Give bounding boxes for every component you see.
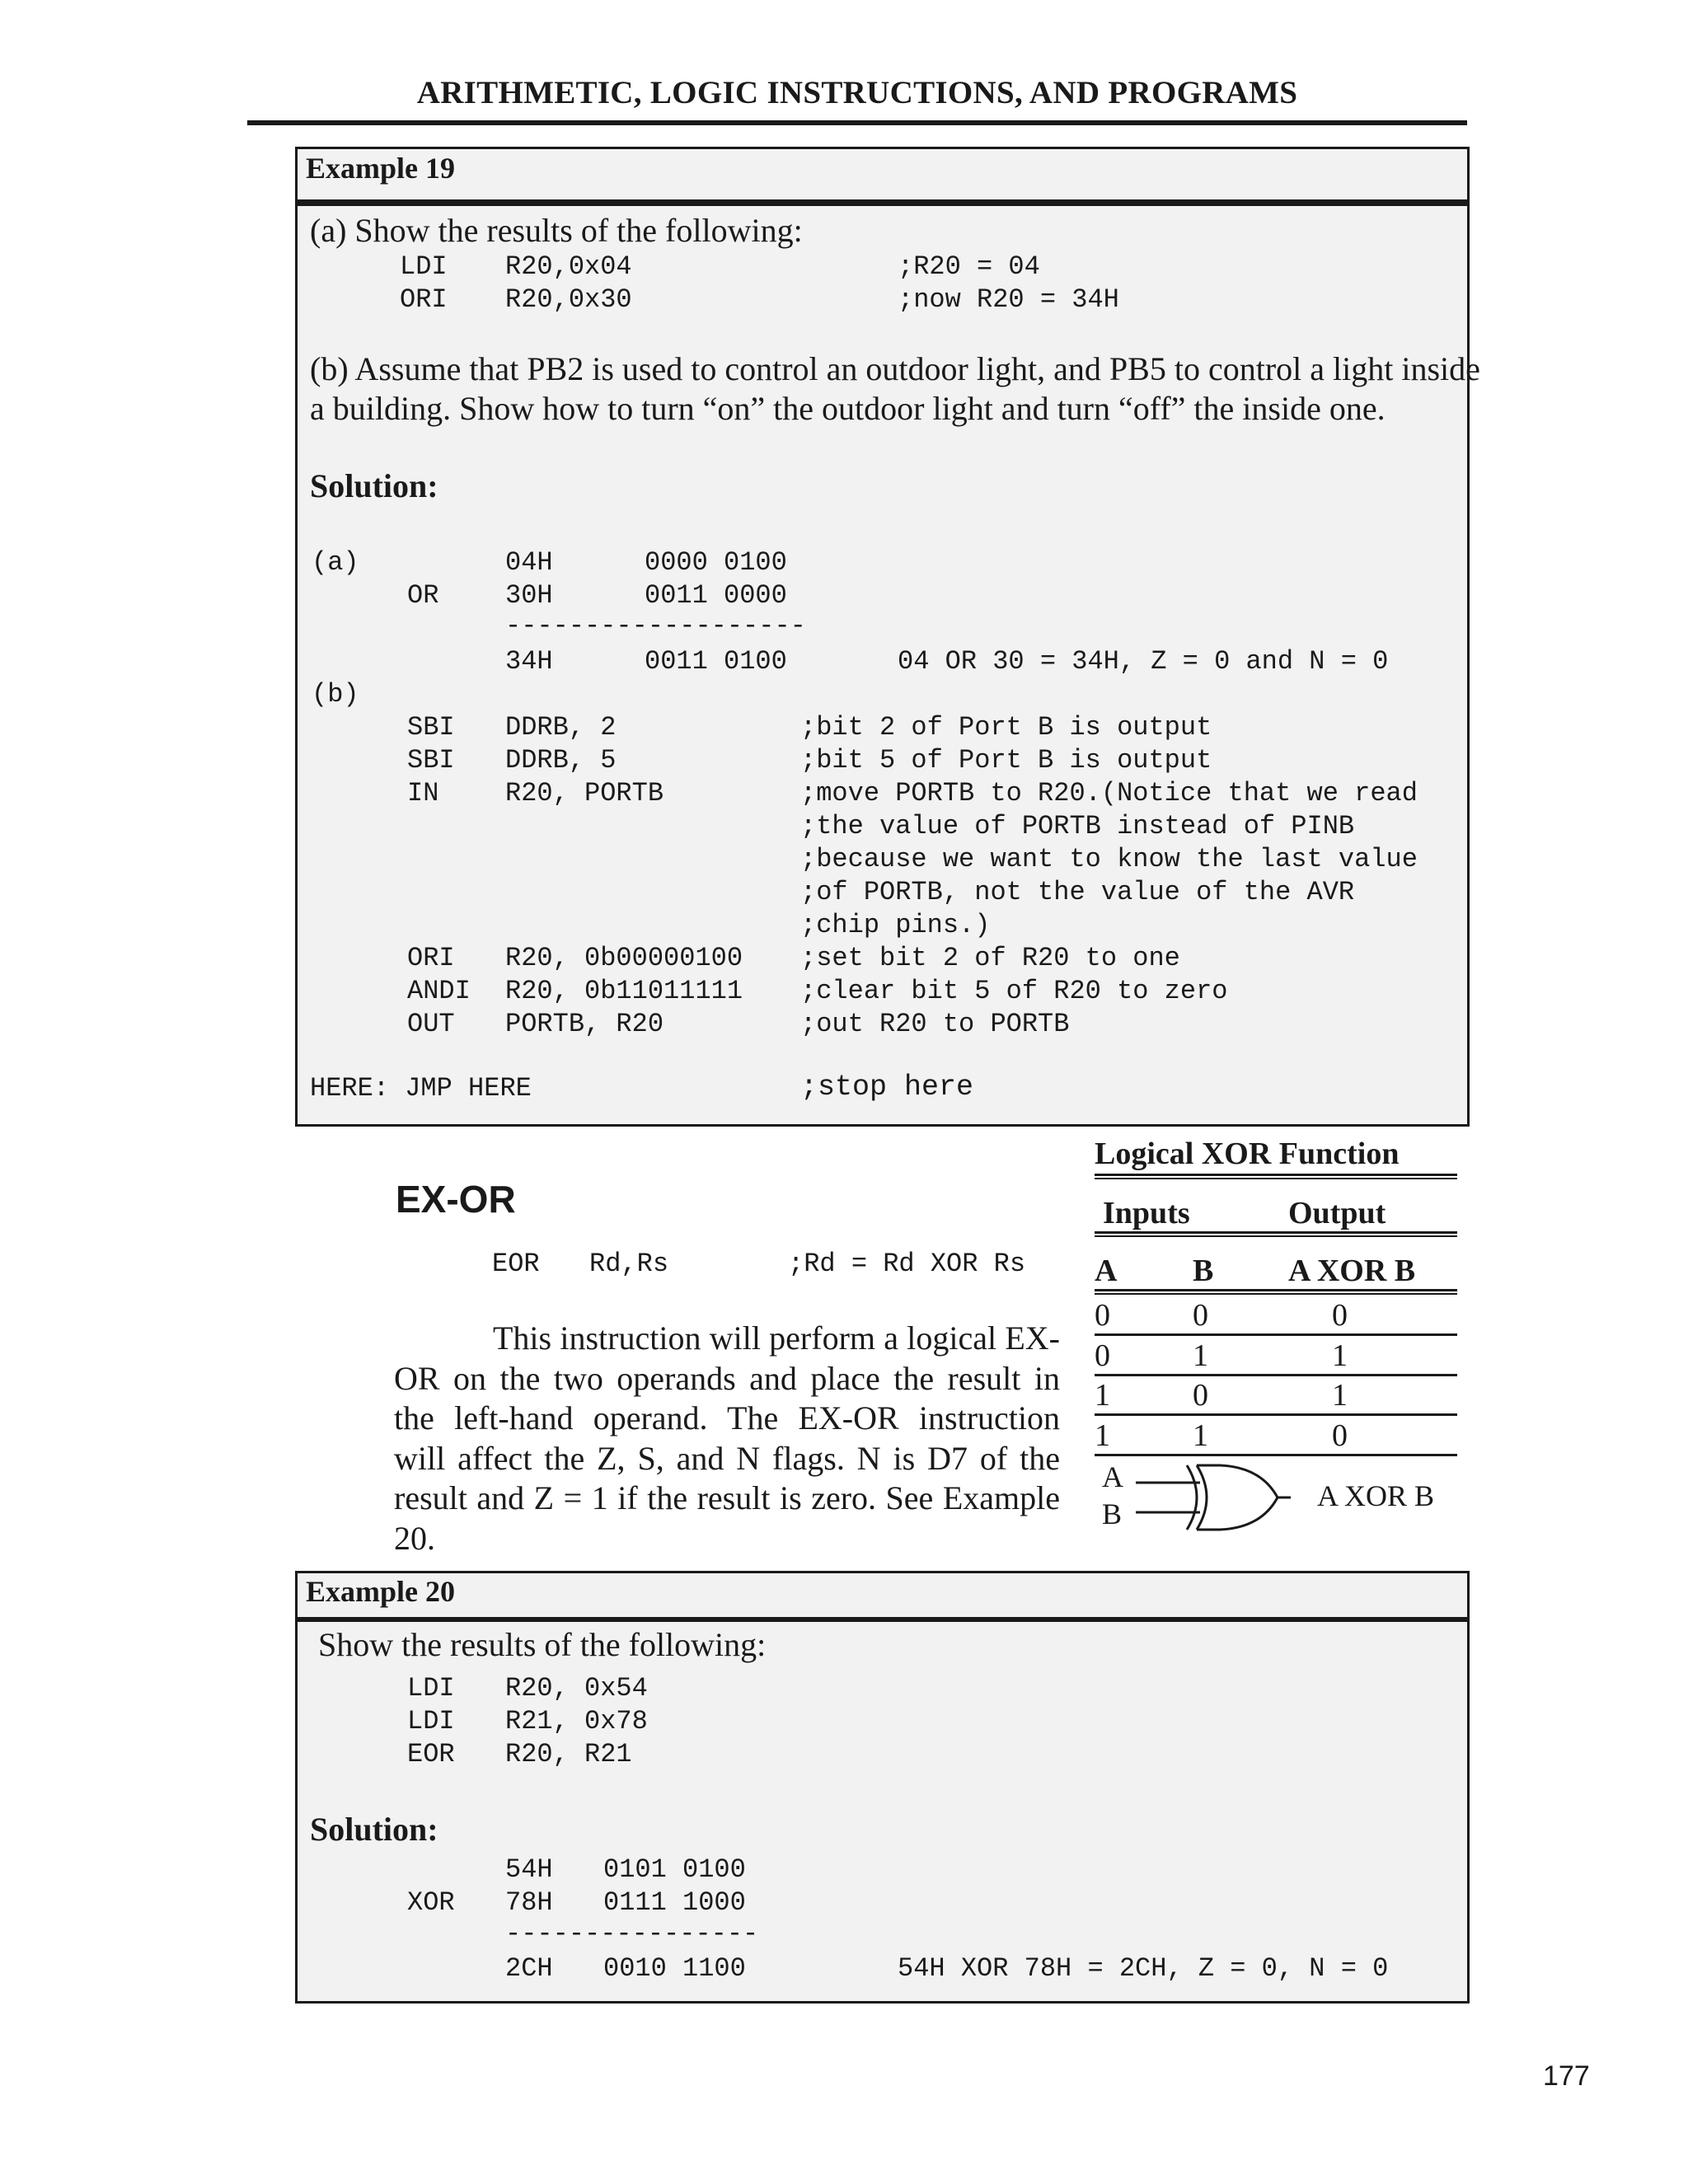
ex19-a-code-comment-2: ;now R20 = 34H [898, 284, 1119, 315]
xor-gate-icon [1136, 1460, 1292, 1535]
ex19-sol-b-ops: R20, PORTB [505, 778, 664, 808]
exor-heading: EX-OR [396, 1178, 516, 1221]
ex19-sol-b-comment: ;clear bit 5 of R20 to zero [800, 976, 1228, 1006]
ex19-sol-b-ops: DDRB, 2 [505, 712, 617, 743]
ex19-part-b-line-2: a building. Show how to turn “on” the outdoor light and turn “off” the inside one. [310, 390, 1386, 427]
ex20-solution-label: Solution: [310, 1811, 438, 1848]
ex19-sol-b-ops: R20, 0b00000100 [505, 943, 743, 973]
ex19-sol-b-mn: SBI [407, 712, 455, 743]
ex20-result-hex: 2CH [505, 1953, 553, 1984]
ex19-sol-a-divider: ------------------- [505, 611, 806, 641]
ex19-sol-b-mn: OUT [407, 1009, 455, 1039]
xor-gate-output: A XOR B [1317, 1479, 1435, 1512]
running-header: ARITHMETIC, LOGIC INSTRUCTIONS, AND PROGRAMS [416, 75, 1298, 110]
xor-col-out: A XOR B [1288, 1254, 1416, 1288]
exor-syntax-ops: Rd,Rs [589, 1249, 669, 1279]
example-20-title-box [295, 1571, 1470, 1623]
xor-table-cell: 0 [1193, 1298, 1208, 1333]
ex20-result-note: 54H XOR 78H = 2CH, Z = 0, N = 0 [898, 1953, 1389, 1984]
xor-inputs-label: Inputs [1103, 1196, 1190, 1230]
xor-col-a: A [1095, 1254, 1118, 1288]
xor-table-cell: 0 [1095, 1298, 1110, 1333]
xor-table-rule [1095, 1374, 1457, 1376]
ex19-a-code-comment-1: ;R20 = 04 [898, 251, 1040, 282]
xor-table-cell: 0 [1095, 1338, 1110, 1373]
ex19-sol-b-comment: ;move PORTB to R20.(Notice that we read [800, 778, 1418, 808]
ex19-sol-b-ops: R20, 0b11011111 [505, 976, 743, 1006]
ex19-sol-a-result-hex: 34H [505, 646, 553, 677]
ex19-sol-b-mn: ANDI [407, 976, 471, 1006]
ex20-sol-divider: ---------------- [505, 1919, 759, 1949]
ex20-code-ops-1: R20, 0x54 [505, 1673, 648, 1704]
xor-table-cell: 1 [1332, 1338, 1348, 1373]
ex20-code-mn-3: EOR [407, 1739, 455, 1769]
ex20-code-ops-2: R21, 0x78 [505, 1706, 648, 1736]
ex19-sol-b-comment: ;the value of PORTB instead of PINB [800, 811, 1355, 841]
xor-table-cell: 0 [1332, 1298, 1348, 1333]
ex19-here-comment: ;stop here [800, 1071, 974, 1104]
ex19-sol-a-result-bin: 0011 0100 [645, 646, 787, 677]
ex19-a-code-ops-1: R20,0x04 [505, 251, 632, 282]
ex19-sol-b-ops: PORTB, R20 [505, 1009, 664, 1039]
ex19-sol-a-label: (a) [312, 547, 359, 578]
ex19-a-code-ops-2: R20,0x30 [505, 284, 632, 315]
xor-table-cell: 1 [1332, 1378, 1348, 1413]
ex19-sol-b-comment: ;bit 2 of Port B is output [800, 712, 1212, 743]
example-19-title: Example 19 [306, 152, 456, 185]
ex19-sol-a-bin-1: 0000 0100 [645, 547, 787, 578]
ex19-sol-a-op-2: OR [407, 580, 439, 611]
ex19-part-a-prompt: (a) Show the results of the following: [310, 212, 803, 249]
example-19-title-box [295, 147, 1470, 202]
xor-table-rule [1095, 1231, 1457, 1234]
exor-description: This instruction will perform a logical EX-OR on the two operands and place the result in the left-hand operand. The EX-OR instruction will affect the Z, S, and N flags. N is D7 of the result and Z = 1 if the result is zero. See Example 20. [394, 1319, 1060, 1557]
ex19-sol-b-mn: IN [407, 778, 439, 808]
example-20-title: Example 20 [306, 1575, 456, 1608]
ex19-sol-b-mn: SBI [407, 745, 455, 776]
ex19-a-code-mn-1: LDI [400, 251, 448, 282]
ex20-sol-bin-2: 0111 1000 [603, 1887, 746, 1918]
ex19-sol-a-hex-1: 04H [505, 547, 553, 578]
xor-table-cell: 1 [1193, 1338, 1208, 1373]
xor-table-rule [1095, 1235, 1457, 1237]
xor-gate-input-b: B [1102, 1497, 1123, 1530]
ex19-sol-a-bin-2: 0011 0000 [645, 580, 787, 611]
ex19-sol-a-result-note: 04 OR 30 = 34H, Z = 0 and N = 0 [898, 646, 1389, 677]
ex19-part-b-line-1: (b) Assume that PB2 is used to control an outdoor light, and PB5 to control a light inside [310, 350, 1480, 387]
xor-table-cell: 1 [1095, 1378, 1110, 1413]
ex19-sol-a-hex-2: 30H [505, 580, 553, 611]
xor-table-rule [1095, 1289, 1457, 1291]
ex20-prompt: Show the results of the following: [318, 1626, 767, 1663]
xor-table-cell: 0 [1332, 1418, 1348, 1453]
xor-table-cell: 1 [1193, 1418, 1208, 1453]
xor-table-rule [1095, 1454, 1457, 1456]
header-rule [247, 120, 1467, 125]
ex20-code-mn-1: LDI [407, 1673, 455, 1704]
xor-table-rule [1095, 1178, 1457, 1179]
xor-gate-input-a: A [1102, 1460, 1123, 1493]
page-number: 177 [1543, 2060, 1590, 2092]
ex20-sol-bin-1: 0101 0100 [603, 1854, 746, 1885]
xor-table-rule [1095, 1413, 1457, 1416]
ex19-a-code-mn-2: ORI [400, 284, 448, 315]
xor-col-b: B [1193, 1254, 1214, 1288]
ex19-solution-label: Solution: [310, 467, 438, 504]
ex20-code-ops-3: R20, R21 [505, 1739, 632, 1769]
ex19-sol-b-comment: ;set bit 2 of R20 to one [800, 943, 1180, 973]
example-20-body-box [295, 1617, 1470, 2004]
exor-syntax-mn: EOR [492, 1249, 540, 1279]
ex19-sol-b-mn: ORI [407, 943, 455, 973]
exor-syntax-comment: ;Rd = Rd XOR Rs [788, 1249, 1026, 1279]
ex19-sol-b-comment: ;out R20 to PORTB [800, 1009, 1070, 1039]
xor-table-rule [1095, 1333, 1457, 1336]
xor-table-title: Logical XOR Function [1095, 1137, 1400, 1171]
xor-table-rule [1095, 1293, 1457, 1295]
xor-table-cell: 1 [1095, 1418, 1110, 1453]
ex20-result-bin: 0010 1100 [603, 1953, 746, 1984]
ex19-sol-b-label: (b) [312, 679, 359, 710]
ex20-sol-op-2: XOR [407, 1887, 455, 1918]
ex19-sol-b-comment: ;of PORTB, not the value of the AVR [800, 877, 1355, 907]
xor-output-label: Output [1288, 1196, 1386, 1230]
ex19-sol-b-ops: DDRB, 5 [505, 745, 617, 776]
ex19-sol-b-comment: ;chip pins.) [800, 910, 991, 940]
ex19-sol-b-comment: ;because we want to know the last value [800, 844, 1418, 874]
ex19-sol-b-comment: ;bit 5 of Port B is output [800, 745, 1212, 776]
ex19-here-code: HERE: JMP HERE [310, 1073, 532, 1104]
xor-table-cell: 0 [1193, 1378, 1208, 1413]
ex20-sol-hex-2: 78H [505, 1887, 553, 1918]
xor-table-rule [1095, 1174, 1457, 1176]
ex20-sol-hex-1: 54H [505, 1854, 553, 1885]
ex20-code-mn-2: LDI [407, 1706, 455, 1736]
